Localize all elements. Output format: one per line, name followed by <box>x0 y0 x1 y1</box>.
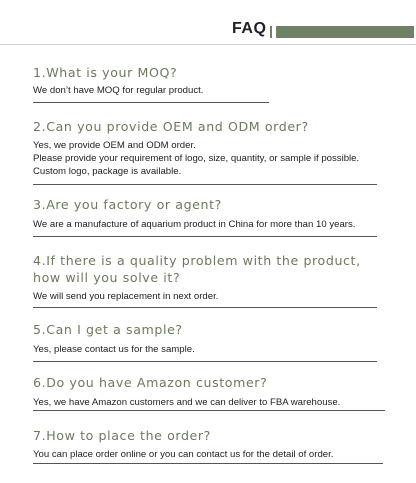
faq-answer-5: Yes, please contact us for the sample. <box>33 344 195 355</box>
faq-item-3 <box>33 196 355 231</box>
faq-question-2: 2.Can you provide OEM and ODM order? <box>33 119 309 134</box>
faq-divider-5 <box>33 361 377 362</box>
faq-divider-3 <box>33 236 377 237</box>
faq-question-4-line-1: 4.If there is a quality problem with the product, <box>33 253 361 268</box>
faq-answer-1: We don’t have MOQ for regular product. <box>33 85 204 96</box>
header-accent-tick <box>270 26 272 38</box>
faq-question-7: 7.How to place the order? <box>33 428 211 443</box>
faq-question-6: 6.Do you have Amazon customer? <box>33 375 268 390</box>
faq-header <box>0 18 416 48</box>
faq-item-2 <box>33 118 359 178</box>
page-title: FAQ <box>232 20 267 37</box>
faq-divider-2 <box>33 184 377 185</box>
faq-item-6 <box>33 374 340 409</box>
faq-item-4 <box>33 252 361 303</box>
faq-question-1: 1.What is your MOQ? <box>33 65 178 80</box>
faq-answer-7: You can place order online or you can contact us for the detail of order. <box>33 449 334 460</box>
faq-divider-6 <box>33 410 385 411</box>
header-divider <box>0 44 416 45</box>
faq-answer-6: Yes, we have Amazon customers and we can deliver to FBA warehouse. <box>33 397 341 408</box>
faq-answer-3: We are a manufacture of aquarium product in China for more than 10 years. <box>33 219 356 230</box>
faq-item-7 <box>33 427 333 461</box>
faq-question-4-line-2: how will you solve it? <box>33 270 181 285</box>
faq-answer-2-line-1: Yes, we provide OEM and ODM order. <box>33 140 196 151</box>
faq-question-5: 5.Can I get a sample? <box>33 322 183 337</box>
faq-question-3: 3.Are you factory or agent? <box>33 197 222 212</box>
faq-answer-4: We will send you replacement in next order. <box>33 291 219 302</box>
faq-divider-4 <box>33 307 377 308</box>
faq-item-1 <box>33 64 203 97</box>
faq-answer-2-line-2: Please provide your requirement of logo, size, quantity, or sample if possible. <box>33 153 360 164</box>
faq-answer-2-line-3: Custom logo, package is available. <box>33 166 182 177</box>
faq-divider-7 <box>33 463 383 464</box>
faq-divider-1 <box>33 102 269 103</box>
faq-item-5 <box>33 321 195 356</box>
header-accent-bar <box>276 26 414 38</box>
